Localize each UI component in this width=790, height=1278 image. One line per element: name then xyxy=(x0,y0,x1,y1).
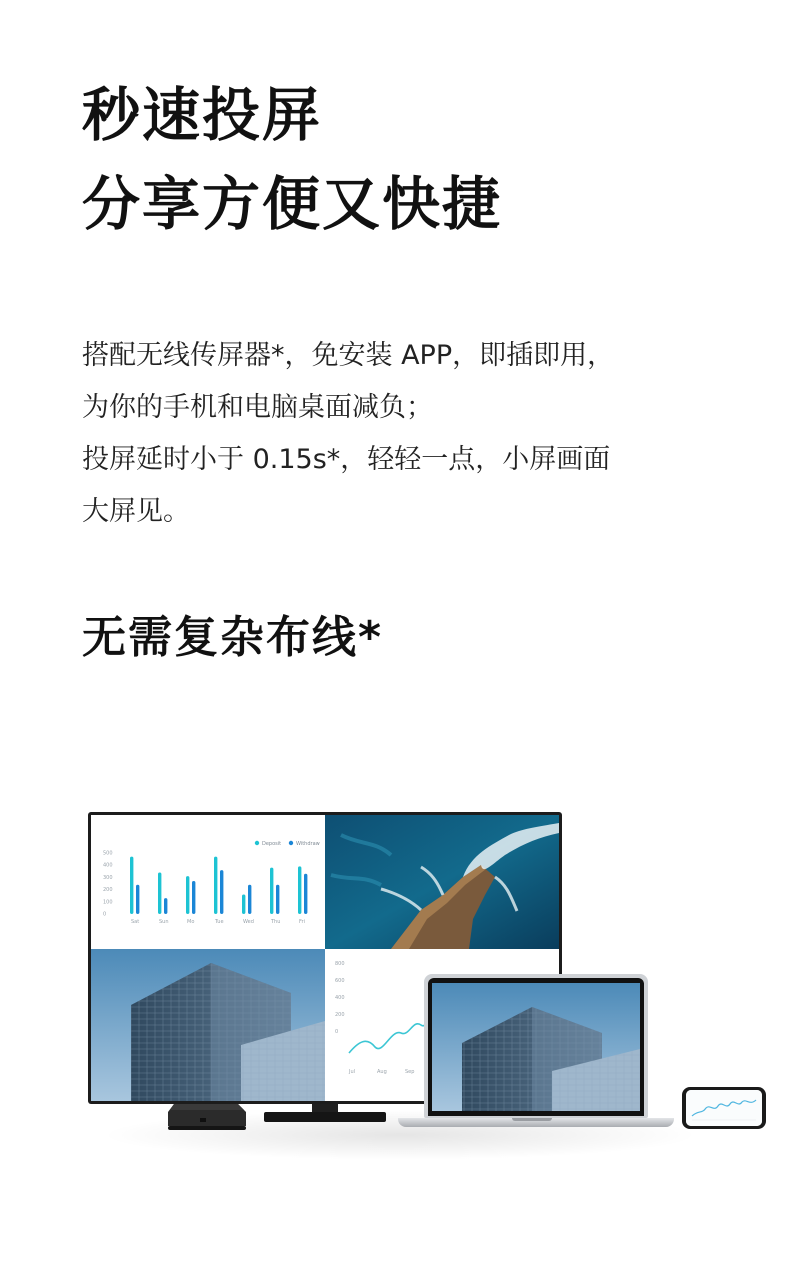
bar-withdraw xyxy=(248,885,251,914)
laptop-notch xyxy=(512,1118,552,1121)
line-x-tick: Jul xyxy=(349,1069,356,1075)
bar-y-tick: 400 xyxy=(103,862,113,869)
bar-y-tick: 100 xyxy=(103,899,113,906)
bar-withdraw xyxy=(276,885,279,914)
bar-y-tick: 0 xyxy=(103,911,107,918)
bar-deposit xyxy=(298,866,301,914)
wireless-screen-transmitter xyxy=(168,1098,246,1132)
description xyxy=(82,330,732,538)
bar-x-tick: Sun xyxy=(159,919,169,925)
bar-x-tick: Thu xyxy=(271,919,281,925)
product-illustration xyxy=(0,790,790,1190)
bar-x-tick: Wed xyxy=(243,919,254,925)
legend-withdraw-swatch xyxy=(289,841,293,845)
bar-x-tick: Sat xyxy=(131,919,140,925)
description-line-3: 投屏延时小于 0.15s*，轻轻一点，小屏画面 xyxy=(82,444,611,475)
line-y-tick: 800 xyxy=(335,961,345,967)
phone-screen xyxy=(686,1090,762,1126)
building-photo-panel xyxy=(91,949,325,1101)
bar-withdraw xyxy=(164,898,167,914)
bar-chart-panel xyxy=(91,815,325,949)
bar-deposit xyxy=(186,876,189,914)
laptop-screen xyxy=(432,983,640,1111)
bar-y-tick: 200 xyxy=(103,887,113,894)
bar-withdraw xyxy=(304,874,307,914)
tv-stand-base xyxy=(264,1112,386,1122)
legend-deposit-swatch xyxy=(255,841,259,845)
bar-withdraw xyxy=(192,881,195,914)
bar-withdraw xyxy=(136,885,139,914)
bar-deposit xyxy=(214,857,217,914)
description-line-1: 搭配无线传屏器*，免安装 APP，即插即用， xyxy=(82,340,615,371)
description-line-2: 为你的手机和电脑桌面减负； xyxy=(82,392,433,423)
headline-line-2: 分享方便又快捷 xyxy=(82,170,503,238)
line-y-tick: 600 xyxy=(335,978,345,984)
bar-deposit xyxy=(270,868,273,914)
line-x-tick: Aug xyxy=(377,1069,387,1075)
bar-y-tick: 500 xyxy=(103,850,113,857)
legend-deposit: Deposit xyxy=(262,841,282,847)
bar-x-tick: Tue xyxy=(215,919,224,925)
line-y-tick: 400 xyxy=(335,995,345,1001)
line-x-tick: Sep xyxy=(405,1069,415,1075)
bar-x-tick: Fri xyxy=(299,919,305,925)
bar-deposit xyxy=(158,873,161,914)
subheading: 无需复杂布线* xyxy=(82,612,384,663)
ocean-photo-panel xyxy=(325,815,559,949)
line-y-tick: 0 xyxy=(335,1029,339,1035)
bar-deposit xyxy=(130,857,133,914)
line-y-tick: 200 xyxy=(335,1012,345,1018)
bar-x-tick: Mo xyxy=(187,919,195,925)
legend-withdraw: Withdraw xyxy=(296,841,320,847)
description-line-4: 大屏见。 xyxy=(82,496,190,527)
headline-line-1: 秒速投屏 xyxy=(82,81,323,149)
bar-deposit xyxy=(242,894,245,914)
bar-y-tick: 300 xyxy=(103,874,113,881)
bar-withdraw xyxy=(220,870,223,914)
